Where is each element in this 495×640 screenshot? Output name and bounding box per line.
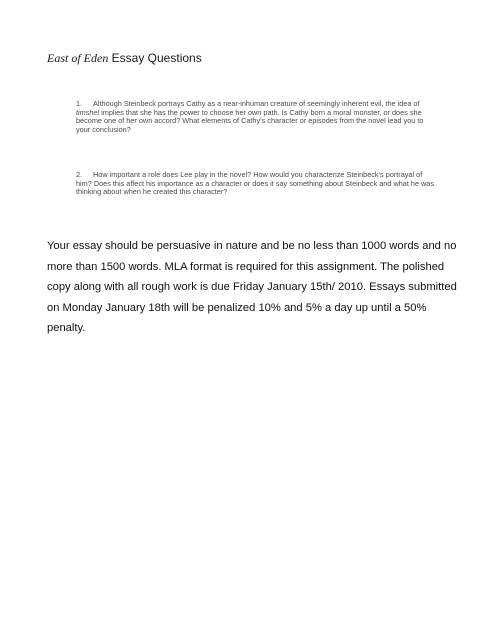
question-number: 1. [76,99,83,108]
question-text: Although Steinbeck portrays Cathy as a near-inhuman creature of seemingly inherent evil, the idea of [93,99,420,108]
document-title [47,51,202,65]
question-1 [76,100,436,134]
title-suffix: Essay Questions [108,51,202,65]
question-text: How important a role does Lee play in the novel? How would you characterize Steinbeck’s portrayal of him? Does this affect his importance as a character or does it say something about Steinbeck and what he was thinking about when he created this character? [76,170,435,196]
assignment-instructions: Your essay should be persuasive in nature and be no less than 1000 words and no more than 1500 words. MLA format is required for this assignment. The polished copy along with all rough work is due Friday January 15th/ 2010. Essays submitted on Monday January 18th will be penalized 10% and 5% a day up until a 50% penalty. [47,240,457,334]
book-title: East of Eden [47,51,109,65]
question-text-continued: implies that she has the power to choose her own path. Is Cathy born a moral monster, or does she become one of her own accord? What elements of Cathy’s character or episodes from the novel lead you to your conclusion? [76,107,424,134]
question-emphasis: timshel [76,107,100,117]
question-2 [76,171,436,197]
question-number: 2. [76,170,83,179]
